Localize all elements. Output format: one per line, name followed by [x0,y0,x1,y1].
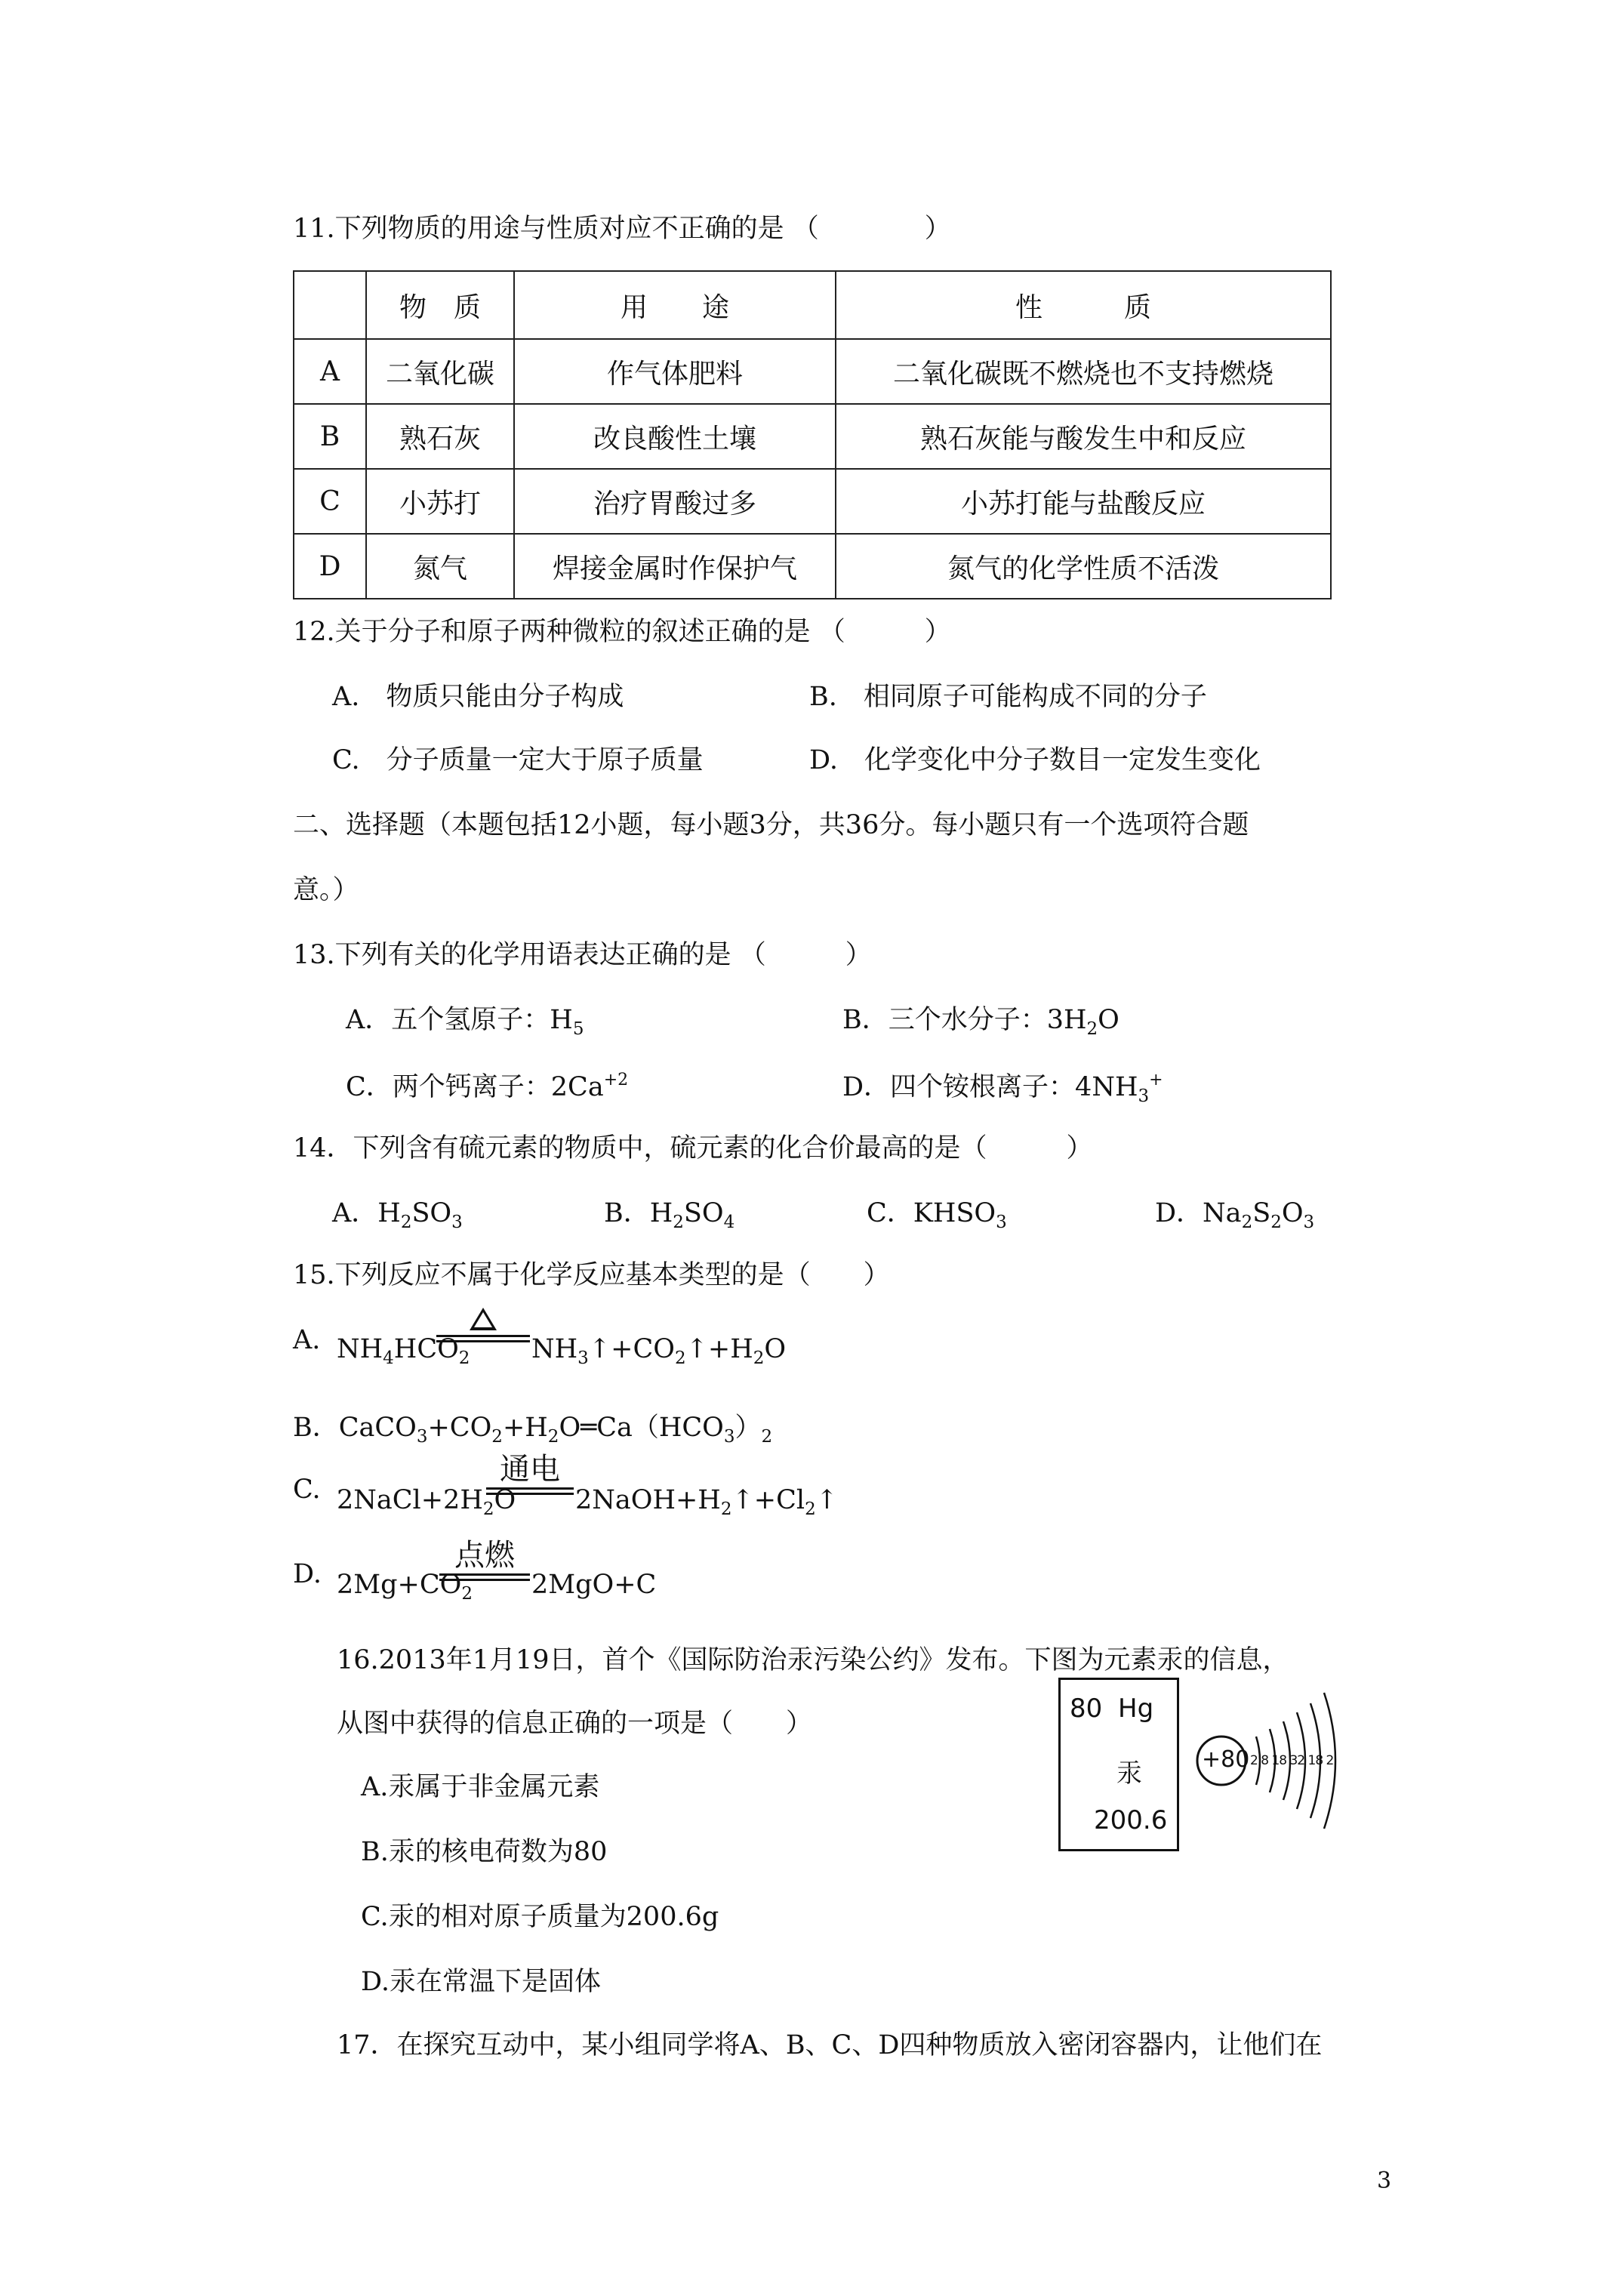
subscript: 2 [461,1584,473,1604]
q15-equation-b [293,1415,772,1446]
option-text: C．KHSO [867,1198,996,1228]
q12-option-c: C. 分子质量一定大于原子质量 [332,745,704,775]
q13-option-a [346,1007,584,1038]
equals-bar [436,1335,530,1342]
q15-stem: 15.下列反应不属于化学反应基本类型的是（ ） [293,1260,890,1290]
table-header-cell: 性 质 [836,271,1331,339]
electrolysis-condition [486,1454,574,1495]
ignition-condition [439,1540,530,1581]
subscript: 2 [805,1499,816,1519]
option-text: SO [683,1198,724,1228]
formula-text: ↑+Cl [731,1485,805,1515]
formula-text: ） [735,1413,762,1443]
table-cell: C [294,469,366,534]
superscript: +2 [603,1071,629,1089]
q16-option-c: C.汞的相对原子质量为200.6g [361,1902,719,1932]
formula-text: ↑+H [685,1334,753,1364]
table-cell: 治疗胃酸过多 [514,469,836,534]
table-cell: B [294,404,366,469]
subscript: 3 [1138,1086,1150,1106]
option-text: SO [411,1198,452,1228]
table-cell: 熟石灰能与酸发生中和反应 [836,404,1331,469]
q15-label-c: C. [293,1475,321,1505]
q15-label-d: D. [293,1559,322,1589]
subscript: 2 [674,1348,686,1368]
heating-condition [436,1308,530,1342]
q16-stem-line2: 从图中获得的信息正确的一项是（ ） [337,1709,813,1739]
subscript: 2 [1270,1213,1282,1232]
table-cell: 氮气的化学性质不活泼 [836,534,1331,599]
option-text: D．Na [1155,1198,1242,1228]
element-name: 汞 [1116,1758,1142,1789]
element-cell [1058,1678,1179,1851]
q12-option-a: A. 物质只能由分子构成 [332,682,624,712]
subscript: 3 [996,1213,1007,1232]
q16-stem-line1: 16.2013年1月19日，首个《国际防治汞污染公约》发布。下图为元素汞的信息， [337,1645,1289,1675]
subscript: 2 [720,1499,732,1519]
q12-option-b: B. 相同原子可能构成不同的分子 [809,682,1207,712]
subscript: 3 [723,1427,735,1447]
table-cell: 氮气 [366,534,514,599]
option-text: B．H [604,1198,673,1228]
q14-stem: 14．下列含有硫元素的物质中，硫元素的化合价最高的是（ ） [293,1133,1093,1163]
nucleus-charge: +80 [1202,1746,1250,1773]
formula-text: +H [502,1413,548,1443]
superscript: + [1149,1071,1163,1089]
formula-text: NH [531,1334,578,1364]
formula-text: ↑+CO [588,1334,675,1364]
subscript: 3 [577,1348,589,1368]
table-cell: 二氧化碳 [366,339,514,404]
q13-option-d [842,1072,1163,1105]
subscript: 2 [458,1348,470,1368]
table-header-cell: 用 途 [514,271,836,339]
table-cell: 熟石灰 [366,404,514,469]
formula-text: B．CaCO [293,1413,417,1443]
subscript: 4 [723,1213,735,1232]
table-cell: D [294,534,366,599]
formula-text: 2NaOH+H [575,1485,721,1515]
atomic-mass: 200.6 [1094,1805,1168,1835]
subscript: 2 [673,1213,684,1232]
subscript: 2 [547,1427,559,1447]
formula-text: 2Mg+CO [337,1570,462,1600]
table-cell: 小苏打能与盐酸反应 [836,469,1331,534]
table-row [294,339,1331,404]
subscript: 2 [482,1499,494,1519]
q16-option-d: D.汞在常温下是固体 [361,1967,601,1997]
q13-option-b [842,1007,1119,1038]
table-header-cell: 物 质 [366,271,514,339]
subscript: 2 [753,1348,765,1368]
page-number: 3 [1377,2168,1392,2194]
option-text: O [1098,1005,1119,1035]
option-text: O [1281,1198,1304,1228]
subscript: 2 [400,1213,412,1232]
option-text: D．四个铵根离子：4NH [842,1072,1138,1102]
heat-triangle-icon [470,1308,497,1330]
equals-bar [439,1573,530,1581]
option-text: S [1252,1198,1271,1228]
formula-text: O [494,1485,516,1515]
q12-stem: 12.关于分子和原子两种微粒的叙述正确的是 （ ） [293,617,951,647]
subscript: 2 [761,1427,773,1447]
table-header-row [294,271,1331,339]
q12-option-d: D. 化学变化中分子数目一定发生变化 [809,745,1261,775]
q11-stem: 11.下列物质的用途与性质对应不正确的是 （ ） [293,214,951,244]
formula-text: O═Ca（HCO [559,1413,724,1443]
table-header-cell [294,271,366,339]
table-cell: 作气体肥料 [514,339,836,404]
subscript: 3 [451,1213,463,1232]
table-cell: 焊接金属时作保护气 [514,534,836,599]
subscript: 2 [1086,1019,1098,1039]
subscript: 5 [572,1019,584,1039]
subscript: 2 [1241,1213,1253,1232]
table-cell: 小苏打 [366,469,514,534]
q14-option-a [332,1200,463,1231]
formula-text: +CO [427,1413,492,1443]
section-heading: 二、选择题（本题包括12小题，每小题3分，共36分。每小题只有一个选项符合题 [293,810,1249,840]
electron-counts: 2 8 18 32 18 2 [1250,1753,1334,1768]
q15-label-a: A. [293,1325,321,1355]
q16-option-a: A.汞属于非金属元素 [361,1772,600,1802]
formula-text: NH [337,1334,383,1364]
option-text: B．三个水分子：3H [842,1005,1087,1035]
q15-equation-a-right [531,1336,786,1367]
table-cell: 二氧化碳既不燃烧也不支持燃烧 [836,339,1331,404]
table-cell: 改良酸性土壤 [514,404,836,469]
formula-text: O [764,1334,787,1364]
q17-stem: 17．在探究互动中，某小组同学将A、B、C、D四种物质放入密闭容器内，让他们在 [337,2030,1323,2060]
subscript: 2 [491,1427,503,1447]
q14-option-c [867,1200,1007,1231]
q13-stem: 13.下列有关的化学用语表达正确的是 （ ） [293,940,872,970]
equals-bar [486,1487,574,1495]
q15-equation-c-right [575,1487,838,1518]
section-heading-cont: 意。） [293,875,359,905]
option-text: A．五个氢原子：H [346,1005,573,1035]
subscript: 3 [416,1427,428,1447]
formula-text: 2NaCl+2H [337,1485,483,1515]
table-row [294,469,1331,534]
table-cell: A [294,339,366,404]
formula-text: HCO [393,1334,459,1364]
q14-option-d [1155,1200,1314,1231]
subscript: 4 [383,1348,394,1368]
q14-option-b [604,1200,735,1231]
q16-option-b: B.汞的核电荷数为80 [361,1837,608,1867]
q15-equation-d-right: 2MgO+C [531,1570,657,1600]
table-row [294,534,1331,599]
atomic-number: 80 [1070,1693,1103,1724]
table-row [294,404,1331,469]
subscript: 3 [1303,1213,1315,1232]
option-text: A．H [332,1198,401,1228]
condition-label: 点燃 [454,1538,515,1573]
condition-label: 通电 [500,1452,560,1487]
element-symbol: Hg [1118,1693,1154,1724]
q13-option-c [346,1072,628,1101]
q11-table [293,270,1332,599]
atomic-structure-diagram [1191,1676,1351,1851]
formula-text: ↑ [815,1485,839,1515]
option-text: C．两个钙离子：2Ca [346,1072,604,1102]
